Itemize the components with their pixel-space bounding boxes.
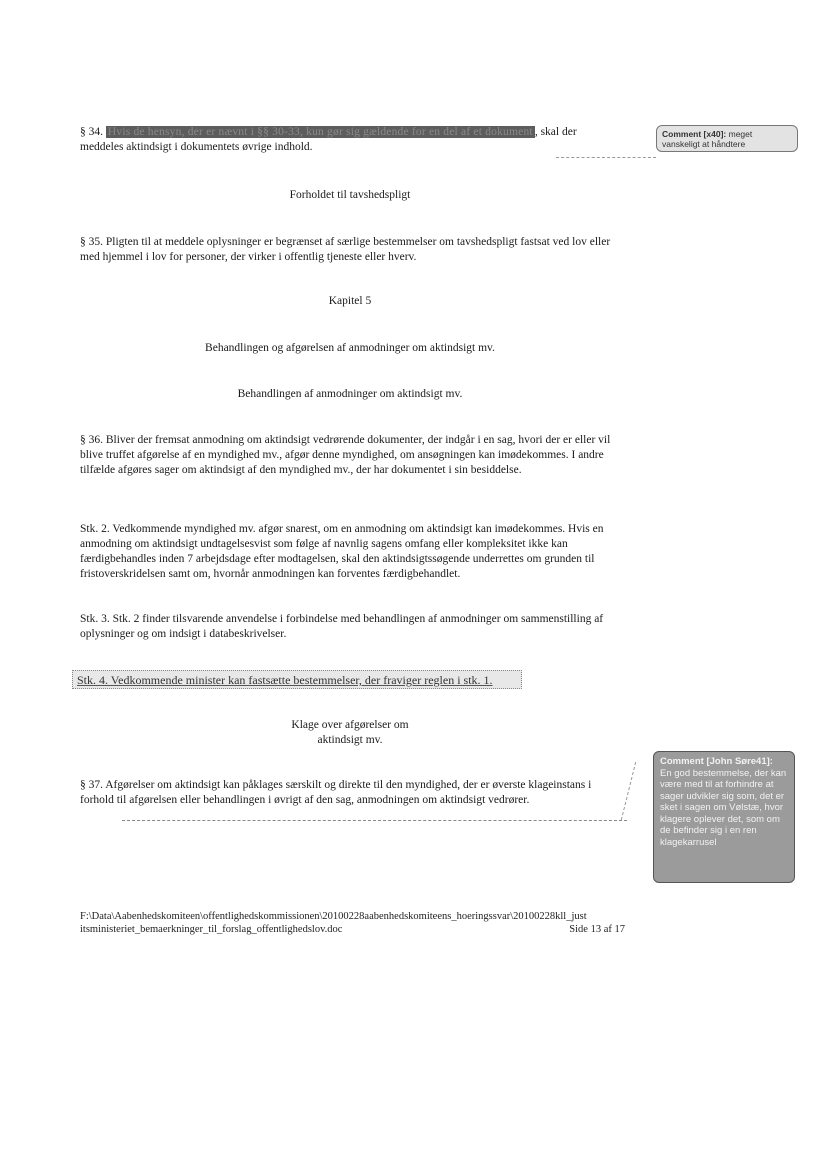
heading-behandlingen: Behandlingen af anmodninger om aktindsigt mv. xyxy=(237,388,463,400)
paragraph-36: § 36. Bliver der fremsat anmodning om aktindsigt vedrørende dokumenter, der indgår i en sag, hvori der er eller vil blive truffet afgørelse af en myndighed mv., afgør denne myndighed, om ansøgningen kan imødekommes. I andre tilfælde afgøres sager om aktindsigt af den myndighed mv., der har dokumentet i sin besiddelse. xyxy=(80,434,611,476)
page-footer xyxy=(80,910,625,936)
file-path: F:\Data\Aabenhedskomiteen\offentlighedskommissionen\20100228aabenhedskomiteens_hoeringssvar\20100228kll_just xyxy=(80,911,587,922)
heading-klage-line-1: Klage over afgørelser om xyxy=(291,719,409,731)
paragraph-stk-4-tracked-change: Stk. 4. Vedkommende minister kan fastsætte bestemmelser, der fraviger reglen i stk. 1. xyxy=(72,670,522,689)
comment-author: Comment [x40]: xyxy=(662,129,727,139)
paragraph-stk-2: Stk. 2. Vedkommende myndighed mv. afgør snarest, om en anmodning om aktindsigt kan imødekommes. Hvis en anmodning om aktindsigt undtagelsesvist som følge af navnlig sagens omfang eller kompleksitet ikke kan færdigbehandles inden 7 arbejdsdage efter modtagelsen, skal den aktindsigtssøgende underrettes om grunden til fristoverskridelsen samt om, hvornår anmodningen kan forventes færdigbehandlet. xyxy=(80,523,604,580)
comment-connector xyxy=(621,762,636,820)
paragraph-35: § 35. Pligten til at meddele oplysninger er begrænset af særlige bestemmelser om tavshedspligt fastsat ved lov eller med hjemmel i lov for personer, der virker i offentlig tjeneste eller hverv. xyxy=(80,236,611,263)
page-number: Side 13 af 17 xyxy=(569,924,625,935)
heading-klage-line-2: aktindsigt mv. xyxy=(317,734,383,746)
file-path-continued: itsministeriet_bemaerkninger_til_forslag_offentlighedslov.doc xyxy=(80,924,343,935)
chapter-heading: Kapitel 5 xyxy=(328,295,372,307)
heading-behandlingen-afgoerelsen: Behandlingen og afgørelsen af anmodninger om aktindsigt mv. xyxy=(205,342,495,354)
comment-connector xyxy=(122,820,627,821)
comment-author: Comment [John Søre41]: xyxy=(660,756,773,767)
paragraph-34-prefix: § 34. xyxy=(80,126,103,138)
comment-text: En god bestemmelse, der kan være med til at forhindre at sager udvikler sig som, det er sket i sagen om Vølstæ, hvor klagere oplever det, som om de befinder sig i en ren klagekarrusel xyxy=(660,767,787,848)
paragraph-34-suffix: , skal der meddeles aktindsigt i dokumentets øvrige indhold. xyxy=(80,126,577,153)
comment-text: meget vanskeligt at håndtere xyxy=(662,129,753,149)
paragraph-37: § 37. Afgørelser om aktindsigt kan påklages særskilt og direkte til den myndighed, der er øverste klageinstans i forhold til afgørelsen eller behandlingen i øvrigt af den sag, anmodningen om aktindsigt vedrører. xyxy=(80,779,592,806)
paragraph-34 xyxy=(80,125,620,155)
comment-balloon xyxy=(653,751,795,883)
heading-tavshedspligt: Forholdet til tavshedspligt xyxy=(289,189,411,201)
comment-balloon xyxy=(656,125,798,152)
comment-connector xyxy=(556,157,656,158)
highlighted-text: Hvis de hensyn, der er nævnt i §§ 30-33, kun gør sig gældende for en del af et dokument xyxy=(107,126,533,138)
paragraph-stk-3: Stk. 3. Stk. 2 finder tilsvarende anvendelse i forbindelse med behandlingen af anmodninger om sammenstilling af oplysninger og om indsigt i databeskrivelser. xyxy=(80,613,604,640)
